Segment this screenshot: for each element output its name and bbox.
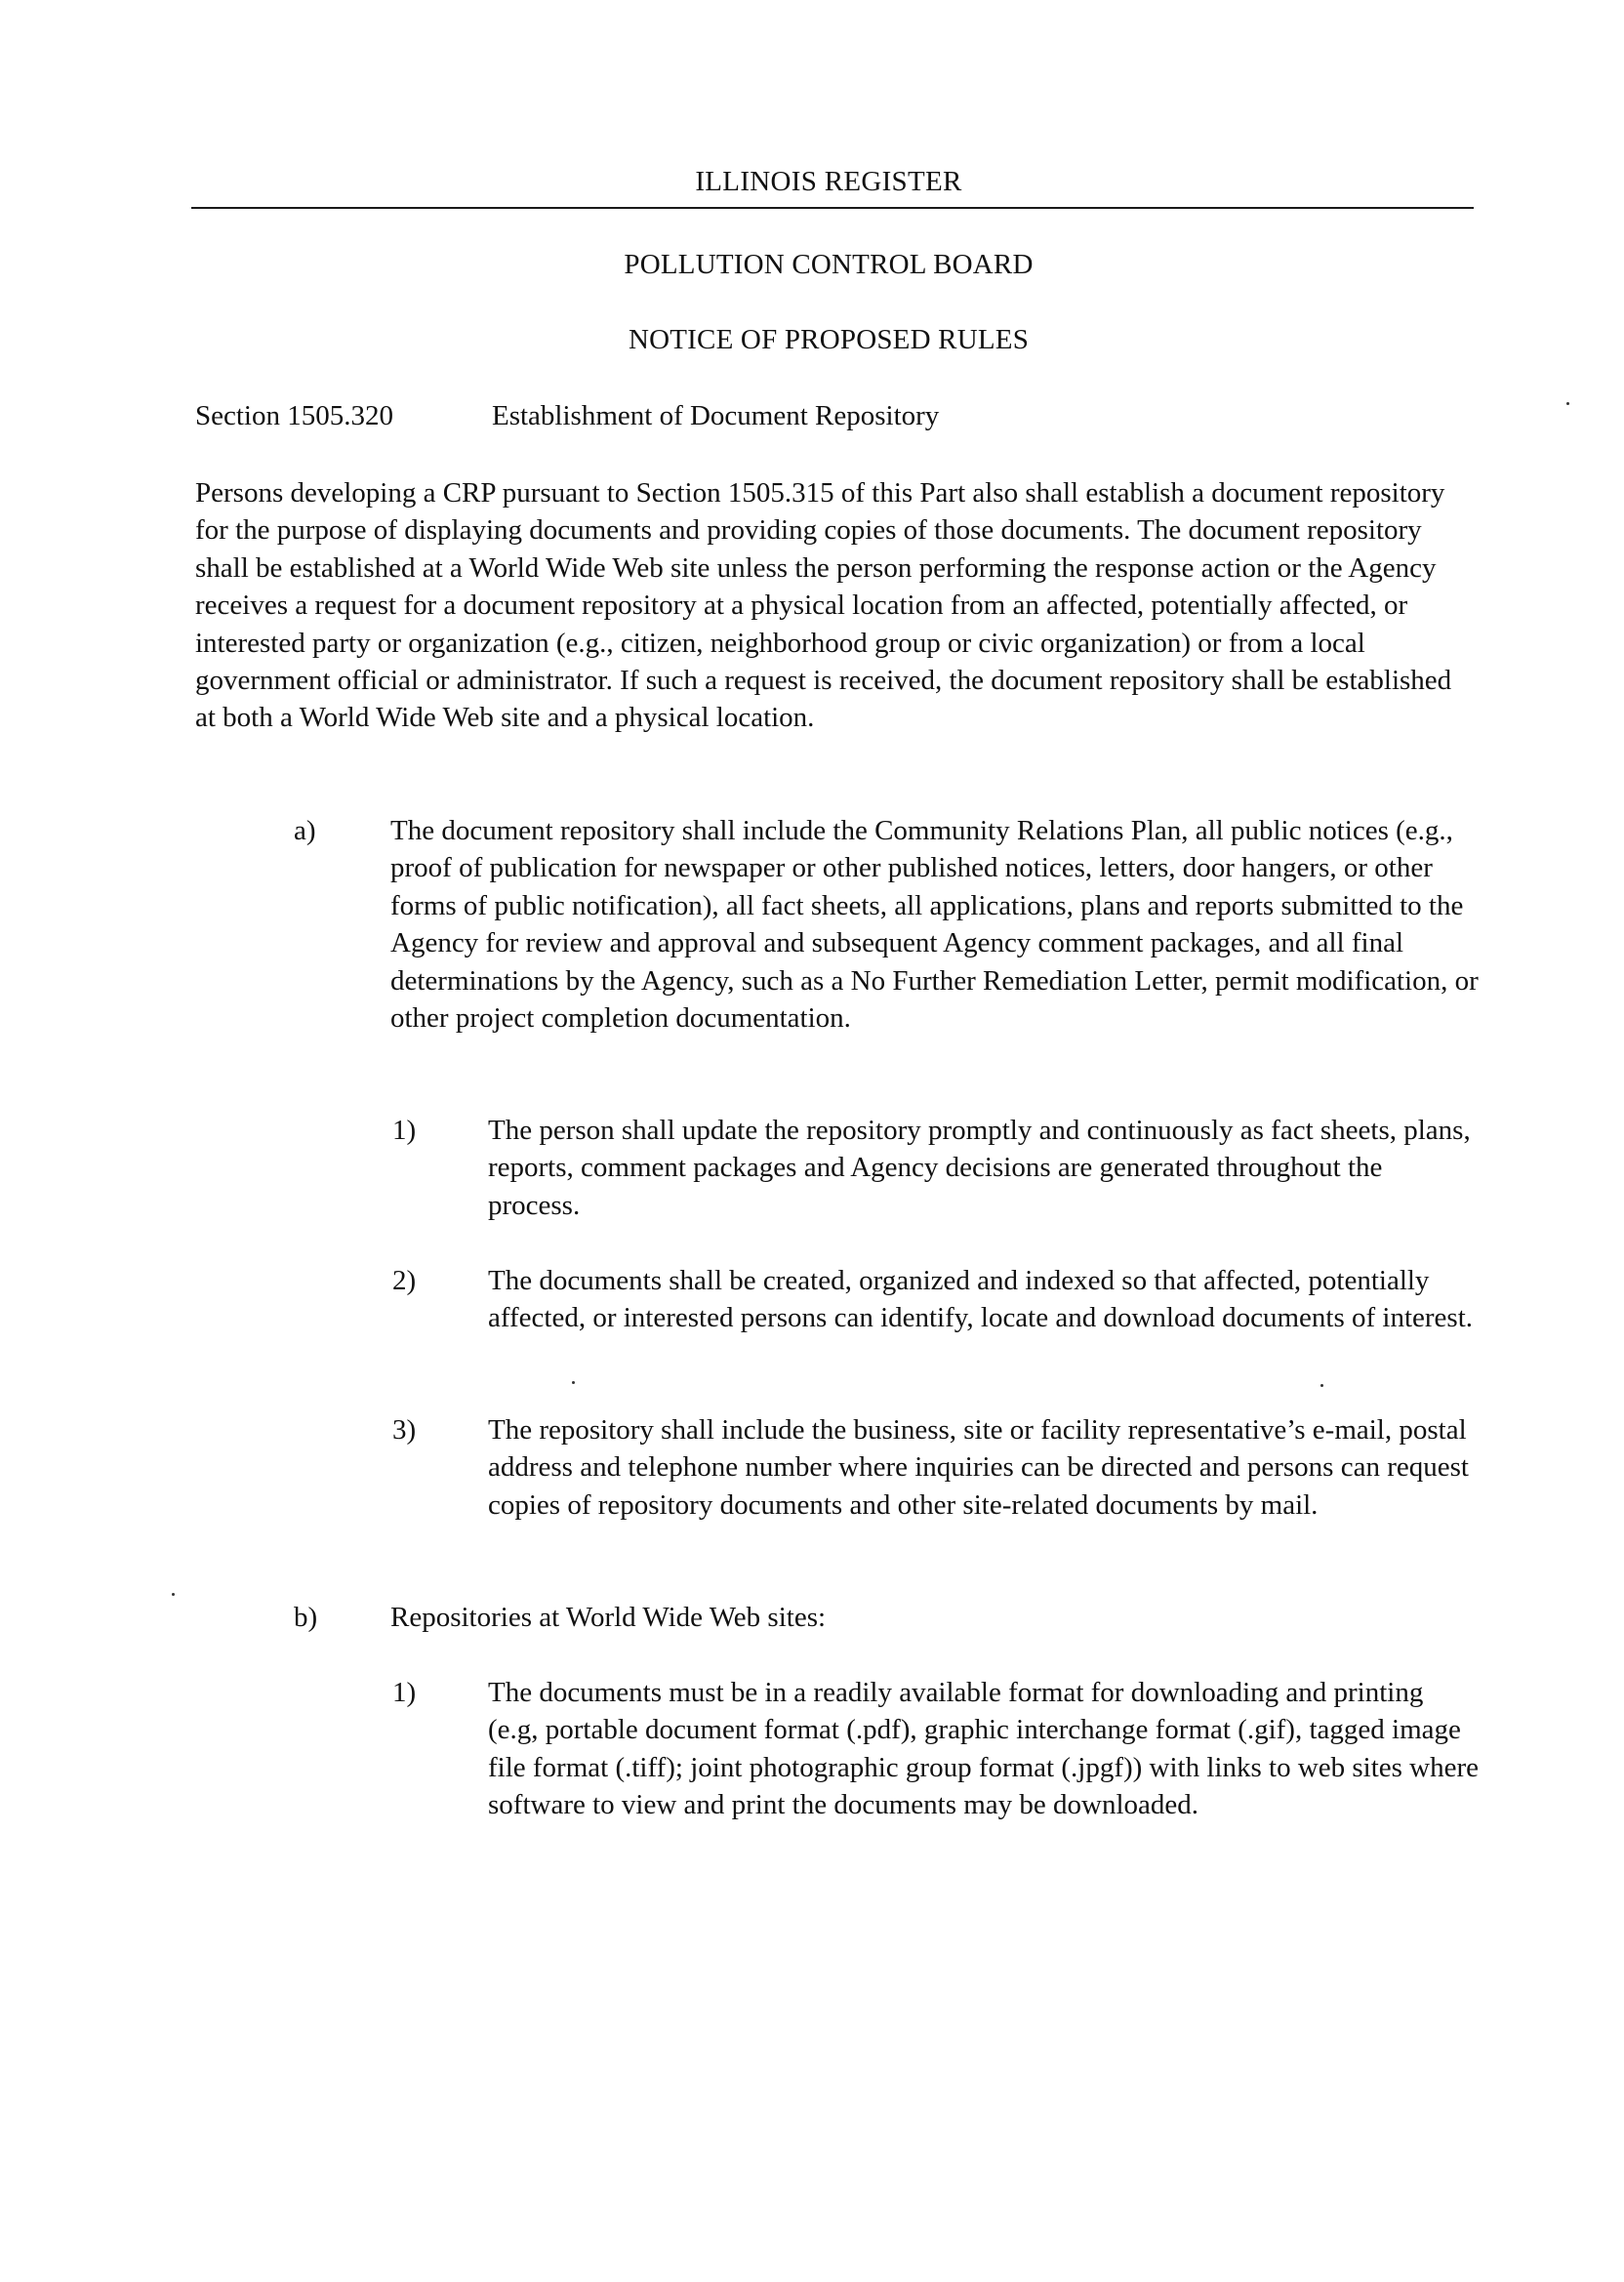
subsection-label: a) — [294, 815, 316, 846]
subsection-label: b) — [294, 1602, 318, 1633]
register-title: ILLINOIS REGISTER — [695, 166, 962, 197]
notice-type: NOTICE OF PROPOSED RULES — [628, 324, 1030, 355]
scan-speck — [172, 1593, 175, 1596]
section-title: Establishment of Document Repository — [492, 400, 940, 431]
item-text: The documents shall be created, organized and indexed so that affected, potentially affected, or interested persons can identify, locate and download documents of interest. — [488, 1265, 1474, 1334]
scan-speck — [572, 1381, 575, 1384]
item-label: 1) — [392, 1115, 417, 1146]
item-label: 1) — [392, 1677, 417, 1708]
item-label: 3) — [392, 1414, 417, 1446]
scan-speck — [1566, 402, 1569, 405]
header-rule — [191, 207, 1474, 209]
section-number: Section 1505.320 — [195, 400, 393, 431]
item-text: The repository shall include the business, site or facility representative’s e-mail, postal address and telephone number where inquiries can be directed and persons can request copies of repository documents and other site-related documents by mail. — [488, 1414, 1469, 1521]
subsection-text: Repositories at World Wide Web sites: — [390, 1602, 827, 1633]
scan-speck — [1320, 1384, 1323, 1387]
intro-paragraph: Persons developing a CRP pursuant to Section 1505.315 of this Part also shall establish a document repository for the purpose of displaying documents and providing copies of those documents. The document repository shall be established at a World Wide Web site unless the person performing the response action or the Agency receives a request for a document repository at a physical location from an affected, potentially affected, or interested party or organization (e.g., citizen, neighborhood group or civic organization) or from a local government official or administrator. If such a request is received, the document repository shall be established at both a World Wide Web site and a physical location. — [195, 477, 1452, 734]
subsection-text: The document repository shall include the Community Relations Plan, all public notices (e.g., proof of publication for newspaper or other published notices, letters, door hangers, or other forms of public notification), all fact sheets, all applications, plans and reports submitted to the Agency for review and approval and subsequent Agency comment packages, and all final determinations by the Agency, such as a No Further Remediation Letter, permit modification, or other project completion documentation. — [390, 815, 1479, 1035]
item-text: The documents must be in a readily available format for downloading and printing (e.g, portable document format (.pdf), graphic interchange format (.gif), tagged image file format (.tiff); joint photographic group format (.jpgf)) with links to web sites where software to view and print the documents may be downloaded. — [488, 1677, 1480, 1821]
section-heading — [195, 398, 939, 433]
item-text: The person shall update the repository promptly and continuously as fact sheets, plans, reports, comment packages and Agency decisions are generated throughout the process. — [488, 1115, 1471, 1221]
agency-name: POLLUTION CONTROL BOARD — [624, 249, 1034, 280]
item-label: 2) — [392, 1265, 417, 1296]
